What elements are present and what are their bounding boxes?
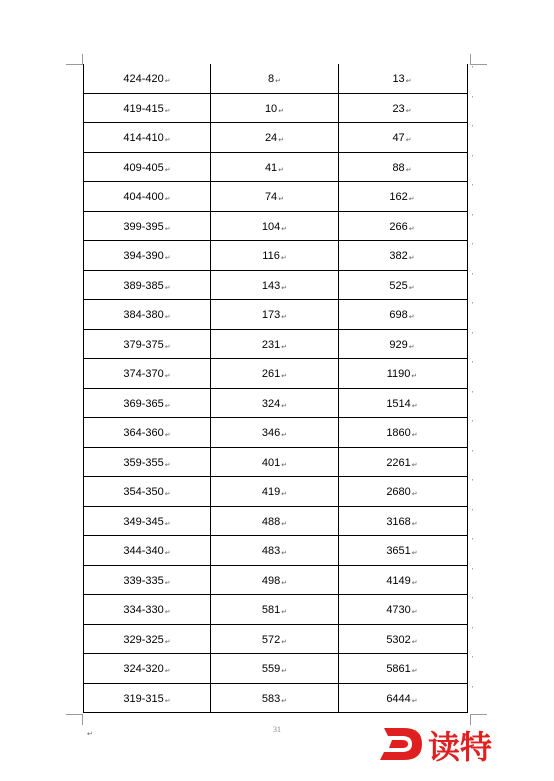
count-cell (211, 153, 339, 182)
cumulative-cell (339, 182, 465, 211)
cell-end-mark: ↵ (281, 550, 288, 558)
cell-text: 261 (261, 368, 281, 381)
count-cell (211, 389, 339, 418)
cell-text: 2261 (386, 456, 411, 469)
cell-text: 354-350 (123, 486, 164, 499)
row-end-mark: ' (471, 154, 473, 162)
cell-text: 698 (389, 309, 408, 322)
cell-text: 498 (261, 574, 281, 587)
cell-end-mark: ↵ (405, 78, 412, 86)
cell-end-mark: ↵ (281, 373, 288, 381)
score-range-cell (84, 212, 211, 241)
table-row (84, 477, 473, 507)
cell-end-mark: ↵ (411, 491, 418, 499)
score-range-cell (84, 536, 211, 565)
cell-end-mark: ↵ (281, 402, 288, 410)
cumulative-cell (339, 300, 465, 329)
cell-end-mark: ↵ (411, 638, 418, 646)
cell-text: 5302 (386, 633, 411, 646)
cell-text: 8 (268, 73, 275, 86)
cell-end-mark: ↵ (411, 550, 418, 558)
cell-text: 359-355 (123, 456, 164, 469)
table-row (84, 182, 473, 212)
cell-text: 5861 (386, 663, 411, 676)
cell-text: 424-420 (123, 73, 164, 86)
cell-end-mark: ↵ (281, 432, 288, 440)
score-range-cell (84, 418, 211, 447)
cumulative-cell (339, 212, 465, 241)
row-end-mark: ' (471, 184, 473, 191)
count-cell (211, 448, 339, 477)
table-row (84, 94, 473, 124)
cell-end-mark: ↵ (281, 314, 288, 322)
cell-text: 47 (392, 132, 405, 145)
cell-text: 162 (389, 191, 408, 204)
cell-end-mark: ↵ (164, 697, 171, 705)
score-range-cell (84, 389, 211, 418)
row-end-mark: ' (471, 626, 473, 634)
cell-text: 394-390 (123, 250, 164, 263)
score-range-cell (84, 359, 211, 388)
count-cell (211, 123, 339, 152)
score-range-cell (84, 448, 211, 477)
cell-end-mark: ↵ (278, 107, 285, 115)
cell-end-mark: ↵ (164, 255, 171, 263)
cell-end-mark: ↵ (411, 579, 418, 587)
cumulative-cell (339, 64, 465, 93)
cell-text: 104 (261, 220, 281, 233)
cell-text: 23 (392, 102, 405, 115)
crop-mark-bottom-left (66, 714, 83, 725)
cumulative-cell (339, 477, 465, 506)
score-range-cell (84, 684, 211, 713)
cell-text: 1514 (386, 397, 411, 410)
cell-text: 3168 (386, 515, 411, 528)
cumulative-cell (339, 448, 465, 477)
table-row (84, 625, 473, 655)
cell-end-mark: ↵ (411, 461, 418, 469)
cell-end-mark: ↵ (411, 432, 418, 440)
cell-end-mark: ↵ (405, 107, 412, 115)
cell-end-mark: ↵ (281, 609, 288, 617)
page-number: 31 (273, 725, 281, 734)
row-end-mark: ' (471, 567, 473, 575)
row-end-mark: ' (471, 538, 473, 545)
score-range-cell (84, 507, 211, 536)
count-cell (211, 359, 339, 388)
cell-end-mark: ↵ (164, 491, 171, 499)
table-row (84, 241, 473, 271)
cell-end-mark: ↵ (275, 78, 281, 86)
score-range-cell (84, 330, 211, 359)
cumulative-cell (339, 507, 465, 536)
cell-text: 3651 (386, 545, 411, 558)
cell-end-mark: ↵ (281, 461, 288, 469)
cell-text: 319-315 (123, 692, 164, 705)
table-row (84, 153, 473, 183)
cumulative-cell (339, 359, 465, 388)
cell-end-mark: ↵ (164, 107, 171, 115)
cell-text: 329-325 (123, 633, 164, 646)
cumulative-cell (339, 153, 465, 182)
cell-text: 382 (389, 250, 408, 263)
score-range-cell (84, 153, 211, 182)
table-row (84, 359, 473, 389)
cell-text: 364-360 (123, 427, 164, 440)
cell-text: 2680 (386, 486, 411, 499)
count-cell (211, 566, 339, 595)
cell-end-mark: ↵ (281, 520, 288, 528)
cumulative-cell (339, 566, 465, 595)
table-row (84, 212, 473, 242)
cumulative-cell (339, 123, 465, 152)
cell-text: 231 (261, 338, 281, 351)
cell-end-mark: ↵ (164, 520, 171, 528)
score-range-cell (84, 123, 211, 152)
table-row (84, 654, 473, 684)
cell-end-mark: ↵ (411, 668, 418, 676)
count-cell (211, 477, 339, 506)
row-end-mark: ' (471, 243, 473, 250)
cell-end-mark: ↵ (278, 137, 285, 145)
cell-end-mark: ↵ (281, 697, 288, 705)
cell-text: 349-345 (123, 515, 164, 528)
table-row (84, 448, 473, 478)
score-range-cell (84, 94, 211, 123)
row-end-mark: ' (471, 213, 473, 221)
cell-end-mark: ↵ (164, 225, 171, 233)
count-cell (211, 536, 339, 565)
cell-text: 583 (261, 692, 281, 705)
cell-end-mark: ↵ (164, 638, 171, 646)
cell-text: 525 (389, 279, 408, 292)
cell-end-mark: ↵ (405, 166, 412, 174)
score-range-cell (84, 595, 211, 624)
cell-text: 409-405 (123, 161, 164, 174)
count-cell (211, 418, 339, 447)
table-row (84, 566, 473, 596)
cell-text: 419-415 (123, 102, 164, 115)
cell-end-mark: ↵ (411, 402, 418, 410)
cell-text: 143 (261, 279, 281, 292)
cell-text: 266 (389, 220, 408, 233)
row-end-mark: ' (471, 685, 473, 693)
cell-text: 399-395 (123, 220, 164, 233)
cell-end-mark: ↵ (281, 284, 288, 292)
row-end-mark: ' (471, 95, 473, 103)
cell-text: 13 (392, 73, 405, 86)
score-range-cell (84, 477, 211, 506)
cell-end-mark: ↵ (164, 432, 171, 440)
cell-end-mark: ↵ (411, 697, 418, 705)
count-cell (211, 595, 339, 624)
table-row (84, 64, 473, 94)
cell-end-mark: ↵ (164, 196, 171, 204)
count-cell (211, 182, 339, 211)
cell-text: 173 (261, 309, 281, 322)
paragraph-mark: ↵ (87, 731, 93, 738)
cell-text: 116 (262, 250, 280, 263)
cell-text: 379-375 (123, 338, 164, 351)
row-end-mark: ' (471, 272, 473, 280)
cell-end-mark: ↵ (164, 550, 171, 558)
row-end-mark: ' (471, 331, 473, 339)
cell-text: 414-410 (123, 132, 164, 145)
cell-text: 1190 (386, 368, 411, 381)
cell-end-mark: ↵ (281, 638, 288, 646)
cell-end-mark: ↵ (411, 609, 418, 617)
cell-end-mark: ↵ (280, 255, 287, 263)
cell-end-mark: ↵ (164, 284, 171, 292)
cell-end-mark: ↵ (408, 196, 415, 204)
cell-text: 369-365 (123, 397, 164, 410)
score-table (83, 64, 473, 713)
cell-end-mark: ↵ (281, 668, 288, 676)
cell-end-mark: ↵ (281, 491, 288, 499)
cell-end-mark: ↵ (278, 196, 285, 204)
cumulative-cell (339, 389, 465, 418)
cell-text: 483 (261, 545, 281, 558)
table-row (84, 389, 473, 419)
cell-text: 344-340 (123, 545, 164, 558)
cell-text: 4149 (386, 574, 411, 587)
cell-end-mark: ↵ (164, 314, 171, 322)
cell-end-mark: ↵ (281, 343, 288, 351)
row-end-mark: ' (471, 66, 473, 73)
cell-text: 1860 (386, 427, 411, 440)
cell-end-mark: ↵ (408, 255, 415, 263)
cell-text: 929 (389, 338, 408, 351)
cumulative-cell (339, 684, 465, 713)
cell-text: 401 (261, 456, 281, 469)
count-cell (211, 241, 339, 270)
count-cell (211, 654, 339, 683)
row-end-mark: ' (471, 656, 473, 663)
cumulative-cell (339, 625, 465, 654)
score-range-cell (84, 654, 211, 683)
cell-end-mark: ↵ (408, 284, 415, 292)
row-end-mark: ' (471, 479, 473, 486)
score-range-cell (84, 625, 211, 654)
cumulative-cell (339, 241, 465, 270)
cell-end-mark: ↵ (278, 166, 285, 174)
score-range-cell (84, 300, 211, 329)
cell-text: 4730 (386, 604, 411, 617)
cell-text: 581 (261, 604, 281, 617)
cell-text: 334-330 (123, 604, 164, 617)
count-cell (211, 300, 339, 329)
row-end-mark: ' (471, 449, 473, 457)
watermark-text: 读特 (428, 728, 493, 766)
count-cell (211, 64, 339, 93)
row-end-mark: ' (471, 390, 473, 398)
cumulative-cell (339, 654, 465, 683)
cumulative-cell (339, 94, 465, 123)
row-end-mark: ' (471, 508, 473, 516)
cell-end-mark: ↵ (164, 343, 171, 351)
score-range-cell (84, 64, 211, 93)
cell-text: 74 (264, 191, 278, 204)
cell-end-mark: ↵ (164, 668, 171, 676)
cell-end-mark: ↵ (405, 137, 412, 145)
score-range-cell (84, 566, 211, 595)
cell-text: 6444 (386, 692, 411, 705)
table-row (84, 507, 473, 537)
cell-text: 324 (261, 397, 281, 410)
crop-mark-top-left (66, 54, 83, 65)
table-row (84, 684, 473, 714)
row-end-mark: ' (471, 361, 473, 368)
cell-end-mark: ↵ (164, 461, 171, 469)
table-row (84, 536, 473, 566)
cell-text: 384-380 (123, 309, 164, 322)
cell-end-mark: ↵ (164, 137, 171, 145)
cell-text: 389-385 (123, 279, 164, 292)
dute-logo-watermark (378, 718, 508, 768)
cell-end-mark: ↵ (408, 225, 415, 233)
cumulative-cell (339, 418, 465, 447)
score-range-cell (84, 182, 211, 211)
table-row (84, 300, 473, 330)
cell-text: 572 (261, 633, 281, 646)
cumulative-cell (339, 595, 465, 624)
score-range-cell (84, 241, 211, 270)
cell-end-mark: ↵ (281, 225, 288, 233)
cell-end-mark: ↵ (164, 609, 171, 617)
cell-end-mark: ↵ (408, 314, 415, 322)
cumulative-cell (339, 330, 465, 359)
row-end-mark: ' (471, 125, 473, 132)
cell-text: 559 (261, 663, 281, 676)
table-row (84, 271, 473, 301)
table-row (84, 123, 473, 153)
cell-text: 374-370 (123, 368, 164, 381)
cell-text: 88 (392, 161, 405, 174)
count-cell (211, 625, 339, 654)
count-cell (211, 271, 339, 300)
row-end-mark: ' (471, 420, 473, 427)
count-cell (211, 507, 339, 536)
cell-end-mark: ↵ (164, 166, 171, 174)
count-cell (211, 94, 339, 123)
cell-text: 10 (264, 102, 278, 115)
cell-text: 346 (261, 427, 281, 440)
table-row (84, 330, 473, 360)
cell-end-mark: ↵ (164, 402, 171, 410)
count-cell (211, 212, 339, 241)
cell-text: 404-400 (123, 191, 164, 204)
cell-end-mark: ↵ (164, 579, 171, 587)
crop-mark-top-right (470, 54, 487, 65)
count-cell (211, 684, 339, 713)
cell-end-mark: ↵ (281, 579, 288, 587)
cell-text: 324-320 (123, 663, 164, 676)
score-range-cell (84, 271, 211, 300)
table-row (84, 595, 473, 625)
cell-end-mark: ↵ (411, 373, 418, 381)
cell-text: 41 (264, 161, 278, 174)
cell-text: 488 (261, 515, 281, 528)
cell-text: 24 (264, 132, 278, 145)
cell-text: 339-335 (123, 574, 164, 587)
row-end-mark: ' (471, 302, 473, 309)
cell-text: 419 (261, 486, 281, 499)
count-cell (211, 330, 339, 359)
cumulative-cell (339, 271, 465, 300)
cumulative-cell (339, 536, 465, 565)
cell-end-mark: ↵ (408, 343, 415, 351)
cell-end-mark: ↵ (164, 78, 171, 86)
cell-end-mark: ↵ (411, 520, 418, 528)
cell-end-mark: ↵ (164, 373, 171, 381)
table-row (84, 418, 473, 448)
row-end-mark: ' (471, 597, 473, 604)
